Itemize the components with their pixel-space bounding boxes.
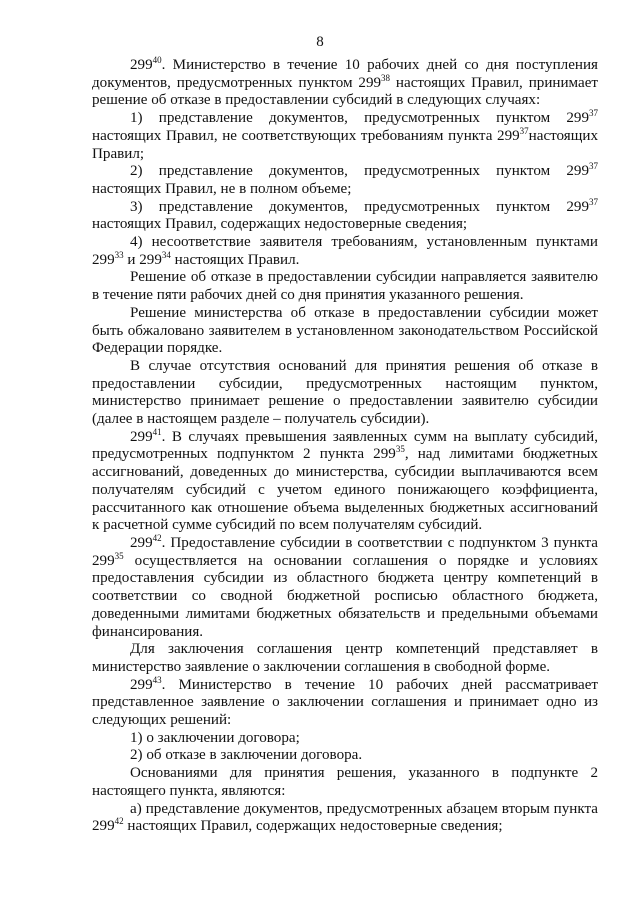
paragraph-text: настоящих Правил, содержащих недостоверные сведения; — [123, 818, 503, 835]
superscript-number: 37 — [589, 161, 598, 172]
paragraph-text: . Предоставление субсидии в соответствии с подпунктом 3 пункта 299 — [92, 534, 598, 569]
paragraph — [92, 110, 598, 163]
paragraph — [92, 196, 598, 234]
paragraph-text: 1) о заключении договора; — [130, 729, 300, 746]
superscript-number: 43 — [152, 674, 162, 685]
superscript-number: 37 — [589, 196, 598, 207]
paragraph-text: Решение министерства об отказе в предоставлении субсидии может быть обжаловано заявителем в установленном законодательством Российской Федерации порядке. — [92, 304, 598, 357]
page-number: 8 — [316, 34, 324, 50]
superscript-number: 35 — [114, 550, 124, 561]
paragraph — [92, 801, 598, 836]
paragraph-text: осуществляется на основании соглашения о порядке и условиях предоставления субсидии из областного бюджета центру компетенций в соответствии со сводной бюджетной росписью областного бюджета, доведенными лимитами бюджетных обязательств и предельными объемами финансирования. — [92, 552, 598, 640]
paragraph — [92, 674, 598, 730]
paragraph-text: Основаниями для принятия решения, указанного в подпункте 2 настоящего пункта, являются: — [92, 765, 598, 799]
superscript-number: 37 — [589, 108, 598, 119]
paragraph-text: 4) несоответствие заявителя требованиям, установленным пунктами 299 — [92, 234, 598, 268]
superscript-number: 33 — [114, 249, 124, 260]
paragraph-text: настоящих Правил, не соответствующих требованиям пункта 299 — [92, 127, 520, 144]
superscript-number: 41 — [152, 426, 162, 437]
paragraph-text: настоящих Правил, не в полном объеме; — [92, 180, 352, 197]
paragraph — [92, 269, 598, 304]
paragraph-text: настоящих Правил; — [92, 127, 598, 162]
paragraph — [92, 358, 598, 429]
paragraph — [92, 747, 598, 765]
paragraph — [92, 730, 598, 748]
paragraph-text: а) представление документов, предусмотренных абзацем вторым пункта 299 — [92, 800, 598, 835]
paragraph — [92, 57, 598, 110]
paragraph-text: настоящих Правил, содержащих недостоверные сведения; — [92, 216, 468, 233]
paragraph-text: и 299 — [123, 251, 162, 268]
paragraph-text: Решение об отказе в предоставлении субсидии направляется заявителю в течение пяти рабочих дней со дня принятия указанного решения. — [92, 269, 598, 304]
superscript-number: 42 — [114, 816, 124, 827]
paragraph — [92, 426, 598, 535]
paragraph — [92, 641, 598, 676]
superscript-number: 35 — [395, 444, 405, 455]
superscript-number: 37 — [519, 125, 529, 136]
paragraph-text: . В случаях превышения заявленных сумм на выплату субсидий, предусмотренных подпунктом 2 пункта 299 — [92, 428, 598, 463]
paragraph-text: В случае отсутствия оснований для принятия решения об отказе в предоставлении субсидии, предусмотренных настоящим пунктом, министерство принимает решение о предоставлении заявителю субсидии (далее в настоящем разделе – получатель субсидии). — [92, 357, 598, 428]
paragraph-text: 3) представление документов, предусмотренных пунктом 299 — [130, 198, 589, 215]
paragraph-text: настоящих Правил, принимает решение об отказе в предоставлении субсидий в следующих случаях: — [92, 74, 598, 109]
superscript-number: 40 — [152, 55, 162, 65]
paragraph-text: 299 — [130, 676, 153, 693]
paragraph — [92, 765, 598, 800]
paragraph — [92, 532, 598, 641]
paragraph — [92, 305, 598, 358]
paragraph — [92, 163, 598, 198]
paragraph-text: 2) об отказе в заключении договора. — [130, 747, 363, 764]
paragraph-text: . Министерство в течение 10 рабочих дней рассматривает представленное заявление о заключении соглашения и принимает одно из следующих решений: — [92, 676, 598, 729]
document-body — [92, 57, 598, 836]
paragraph-text: Для заключения соглашения центр компетенций представляет в министерство заявление о заключении соглашения в свободной форме. — [92, 641, 598, 675]
paragraph-text: 299 — [130, 57, 153, 73]
superscript-number: 38 — [381, 72, 391, 83]
paragraph-text: 2) представление документов, предусмотренных пунктом 299 — [130, 163, 589, 180]
paragraph-text: настоящих Правил. — [170, 251, 300, 268]
superscript-number: 42 — [152, 532, 162, 543]
paragraph-text: . Министерство в течение 10 рабочих дней со дня поступления документов, предусмотренных пунктом 299 — [92, 57, 598, 91]
paragraph — [92, 234, 598, 269]
paragraph-text: 1) представление документов, предусмотренных пунктом 299 — [130, 110, 589, 127]
paragraph-text: 299 — [130, 534, 153, 551]
paragraph-text: , над лимитами бюджетных ассигнований, доведенных до министерства, субсидии выплачиваются всем получателям субсидий с учетом единого понижающего коэффициента, рассчитанного как отношение объема выделенных бюджетных ассигнований к расчетной сумме субсидий по всем получателям субсидий. — [92, 446, 598, 534]
paragraph-text: 299 — [130, 428, 153, 445]
superscript-number: 34 — [161, 249, 171, 260]
